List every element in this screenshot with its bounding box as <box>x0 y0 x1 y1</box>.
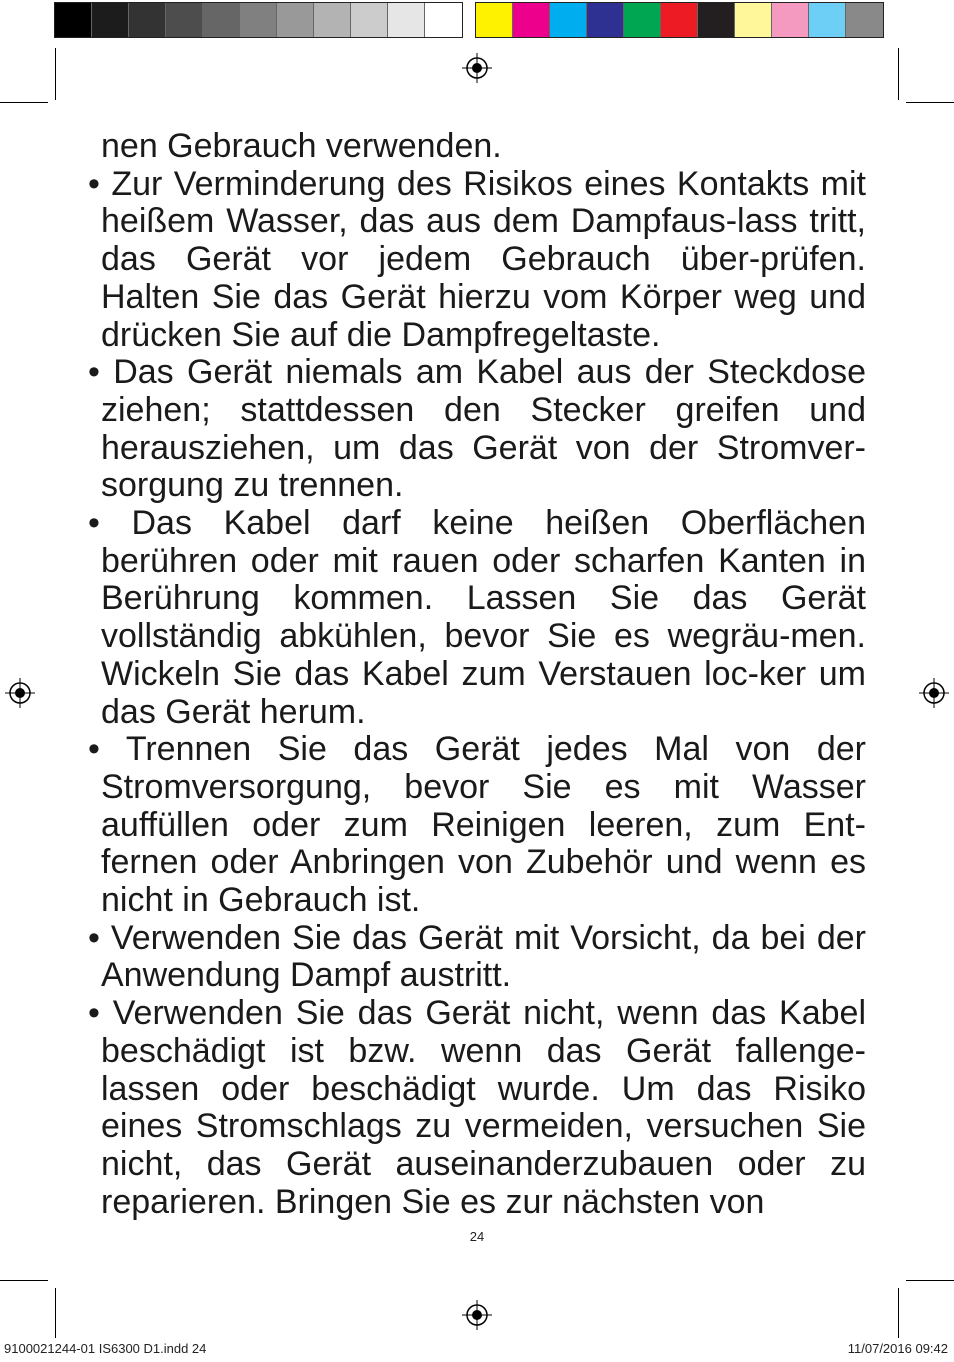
bullet-item: • Trennen Sie das Gerät jedes Mal von der Stromversorgung, bevor Sie es mit Wasser auffüllen oder zum Reinigen leeren, zum Ent-fernen oder Anbringen von Zubehör und wenn es nicht in Gebrauch ist. <box>88 730 866 920</box>
gray-swatch-5 <box>240 3 277 37</box>
gray-swatch-2 <box>129 3 166 37</box>
page-number: 24 <box>469 1229 485 1244</box>
crop-mark-top-right-h <box>906 102 954 103</box>
color-swatch-6 <box>698 3 735 37</box>
gray-swatch-8 <box>351 3 388 37</box>
crop-mark-top-left-v <box>55 48 56 100</box>
slug-timestamp: 11/07/2016 09:42 <box>847 1341 948 1356</box>
crop-mark-bottom-left-h <box>0 1280 48 1281</box>
registration-mark-icon <box>462 53 492 83</box>
color-swatch-1 <box>513 3 550 37</box>
gray-swatch-10 <box>425 3 462 37</box>
color-swatch-0 <box>476 3 513 37</box>
bullet-item: • Das Gerät niemals am Kabel aus der Steckdose ziehen; stattdessen den Stecker greifen und herausziehen, um das Gerät von der Stromver-sorgung zu trennen. <box>88 353 866 505</box>
color-swatch-7 <box>735 3 772 37</box>
gray-swatch-9 <box>388 3 425 37</box>
slug-filename: 9100021244-01 IS6300 D1.indd 24 <box>4 1341 207 1356</box>
bullet-item: • Zur Verminderung des Risikos eines Kontakts mit heißem Wasser, das aus dem Dampfaus-lass tritt, das Gerät vor jedem Gebrauch über-prüfen. Halten Sie das Gerät hierzu vom Körper weg und drücken Sie auf die Dampfregeltaste. <box>88 164 866 354</box>
color-swatch-10 <box>846 3 883 37</box>
crop-mark-bottom-right-h <box>906 1280 954 1281</box>
color-swatch-5 <box>661 3 698 37</box>
crop-mark-bottom-left-v <box>55 1288 56 1338</box>
color-swatch-9 <box>809 3 846 37</box>
color-swatch-2 <box>550 3 587 37</box>
crop-mark-top-right-v <box>898 48 899 100</box>
registration-mark-icon <box>462 1300 492 1330</box>
color-swatch-4 <box>624 3 661 37</box>
gray-swatch-4 <box>203 3 240 37</box>
gray-swatch-0 <box>55 3 92 37</box>
color-swatch-3 <box>587 3 624 37</box>
registration-mark-icon <box>919 678 949 708</box>
gray-swatch-6 <box>277 3 314 37</box>
bullet-item: • Verwenden Sie das Gerät nicht, wenn das Kabel beschädigt ist bzw. wenn das Gerät fallenge-lassen oder beschädigt wurde. Um das Risiko eines Stromschlags zu vermeiden, versuchen Sie nicht, das Gerät auseinanderzubauen oder zu reparieren. Bringen Sie es zur nächsten von <box>88 994 866 1221</box>
grayscale-swatches <box>54 2 463 38</box>
crop-mark-top-left-h <box>0 102 48 103</box>
process-color-swatches <box>475 2 884 38</box>
color-calibration-bar <box>54 2 884 38</box>
bullet-item: • Verwenden Sie das Gerät mit Vorsicht, da bei der Anwendung Dampf austritt. <box>88 918 866 995</box>
continuation-paragraph: nen Gebrauch verwenden. <box>101 127 502 165</box>
gray-swatch-7 <box>314 3 351 37</box>
gray-swatch-1 <box>92 3 129 37</box>
instructions-text <box>88 128 866 1221</box>
bullet-item: • Das Kabel darf keine heißen Oberflächen berühren oder mit rauen oder scharfen Kanten in Berührung kommen. Lassen Sie das Gerät vollständig abkühlen, bevor Sie es wegräu-men. Wickeln Sie das Kabel zum Verstauen loc-ker um das Gerät herum. <box>88 504 866 731</box>
gray-swatch-3 <box>166 3 203 37</box>
crop-mark-bottom-right-v <box>898 1288 899 1338</box>
color-swatch-8 <box>772 3 809 37</box>
registration-mark-icon <box>5 678 35 708</box>
